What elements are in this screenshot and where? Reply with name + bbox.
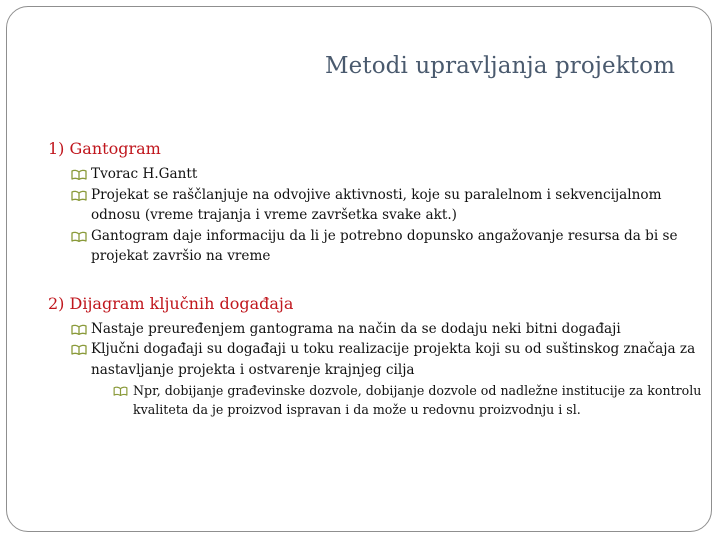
list-item bbox=[71, 319, 708, 340]
bullet-text: Ključni događaji su događaji u toku realizacije projekta koji su od suštinskog značaja za nastavljanje projekta i ostvarenje krajnjeg cilja bbox=[91, 341, 696, 378]
sub-bullet-list bbox=[91, 382, 708, 419]
book-bullet-icon bbox=[71, 169, 87, 180]
list-item bbox=[71, 185, 708, 226]
book-bullet-icon bbox=[71, 231, 87, 242]
bullet-text: Nastaje preuređenjem gantograma na način da se dodaju neki bitni događaji bbox=[91, 320, 621, 337]
book-bullet-icon bbox=[71, 190, 87, 201]
list-item bbox=[71, 339, 708, 419]
book-bullet-icon bbox=[71, 344, 87, 355]
book-bullet-icon bbox=[71, 324, 87, 335]
section-heading-dijagram: 2) Dijagram ključnih događaja bbox=[48, 293, 294, 313]
list-item bbox=[71, 164, 708, 185]
bullet-text: Projekat se raščlanjuje na odvojive aktivnosti, koje su paralelnom i sekvencijalnom odnosu (vreme trajanja i vreme završetka svake akt.) bbox=[91, 186, 662, 223]
slide-title: Metodi upravljanja projektom bbox=[325, 53, 675, 79]
slide-content bbox=[48, 138, 708, 419]
bullet-text: Gantogram daje informaciju da li je potrebno dopunsko angažovanje resursa da bi se projekat završio na vreme bbox=[91, 227, 678, 264]
list-item bbox=[71, 226, 708, 267]
bullet-text: Tvorac H.Gantt bbox=[91, 166, 198, 182]
sub-bullet-text: Npr, dobijanje građevinske dozvole, dobijanje dozvole od nadležne institucije za kontrolu kvaliteta da je proizvod ispravan i da može u redovnu proizvodnju i sl. bbox=[133, 383, 702, 417]
dijagram-bullet-list bbox=[48, 319, 708, 420]
book-bullet-icon bbox=[113, 386, 128, 396]
sub-list-item bbox=[113, 382, 708, 419]
gantogram-bullet-list bbox=[48, 164, 708, 267]
section-heading-gantogram: 1) Gantogram bbox=[48, 139, 161, 158]
